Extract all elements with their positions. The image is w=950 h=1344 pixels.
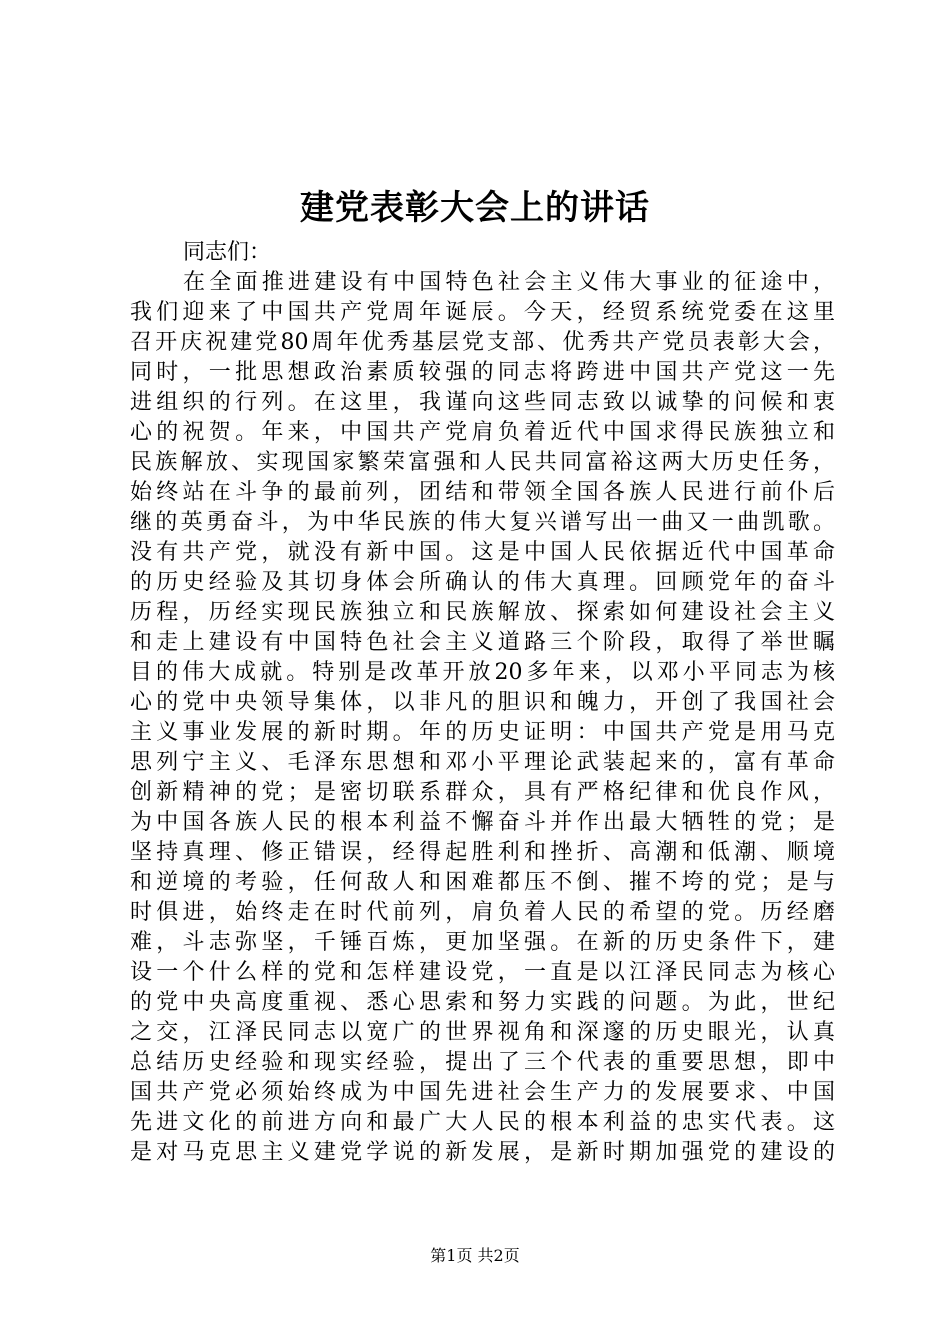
text-line: 主义事业发展的新时期。年的历史证明：中国共产党是用马克 [130, 720, 835, 745]
text-line: 我们迎来了中国共产党周年诞辰。今天，经贸系统党委在这里 [130, 300, 835, 325]
text-line: 国共产党必须始终成为中国先进社会生产力的发展要求、中国 [130, 1080, 835, 1105]
text-line: 和走上建设有中国特色社会主义道路三个阶段，取得了举世瞩 [130, 630, 835, 655]
text-line: 历程，历经实现民族独立和民族解放、探索如何建设社会主义 [130, 600, 835, 625]
text-line: 总结历史经验和现实经验，提出了三个代表的重要思想，即中 [130, 1050, 835, 1075]
text-line: 继的英勇奋斗，为中华民族的伟大复兴谱写出一曲又一曲凯歌。 [130, 510, 835, 535]
text-line: 创新精神的党；是密切联系群众，具有严格纪律和优良作风， [130, 780, 835, 805]
text-line: 民族解放、实现国家繁荣富强和人民共同富裕这两大历史任务， [130, 450, 835, 475]
body-paragraph [130, 268, 835, 1168]
text-line: 进组织的行列。在这里，我谨向这些同志致以诚挚的问候和衷 [130, 390, 835, 415]
text-line: 在全面推进建设有中国特色社会主义伟大事业的征途中， [183, 270, 835, 295]
text-line: 和逆境的考验，任何敌人和困难都压不倒、摧不垮的党；是与 [130, 870, 835, 895]
page-footer: 第1页 共2页 [430, 1246, 520, 1265]
text-line: 的党中央高度重视、悉心思索和努力实践的问题。为此，世纪 [130, 990, 835, 1015]
text-line: 是对马克思主义建党学说的新发展，是新时期加强党的建设的 [130, 1140, 835, 1165]
text-line: 同时，一批思想政治素质较强的同志将跨进中国共产党这一先 [130, 360, 835, 385]
text-line: 为中国各族人民的根本利益不懈奋斗并作出最大牺牲的党；是 [130, 810, 835, 835]
salutation: 同志们： [183, 240, 272, 265]
text-line: 思列宁主义、毛泽东思想和邓小平理论武装起来的，富有革命 [130, 750, 835, 775]
text-line: 始终站在斗争的最前列，团结和带领全国各族人民进行前仆后 [130, 480, 835, 505]
text-line: 先进文化的前进方向和最广大人民的根本利益的忠实代表。这 [130, 1110, 835, 1135]
text-line: 目的伟大成就。特别是改革开放20多年来，以邓小平同志为核 [130, 660, 835, 685]
text-line: 之交，江泽民同志以宽广的世界视角和深邃的历史眼光，认真 [130, 1020, 835, 1045]
text-line: 时俱进，始终走在时代前列，肩负着人民的希望的党。历经磨 [130, 900, 835, 925]
text-line: 没有共产党，就没有新中国。这是中国人民依据近代中国革命 [130, 540, 835, 565]
text-line: 心的党中央领导集体，以非凡的胆识和魄力，开创了我国社会 [130, 690, 835, 715]
text-line: 设一个什么样的党和怎样建设党，一直是以江泽民同志为核心 [130, 960, 835, 985]
document-title: 建党表彰大会上的讲话 [300, 188, 650, 228]
text-line: 坚持真理、修正错误，经得起胜利和挫折、高潮和低潮、顺境 [130, 840, 835, 865]
text-line: 心的祝贺。年来，中国共产党肩负着近代中国求得民族独立和 [130, 420, 835, 445]
text-line: 难，斗志弥坚，千锤百炼，更加坚强。在新的历史条件下，建 [130, 930, 835, 955]
text-line: 召开庆祝建党80周年优秀基层党支部、优秀共产党员表彰大会， [130, 330, 835, 355]
text-line: 的历史经验及其切身体会所确认的伟大真理。回顾党年的奋斗 [130, 570, 835, 595]
